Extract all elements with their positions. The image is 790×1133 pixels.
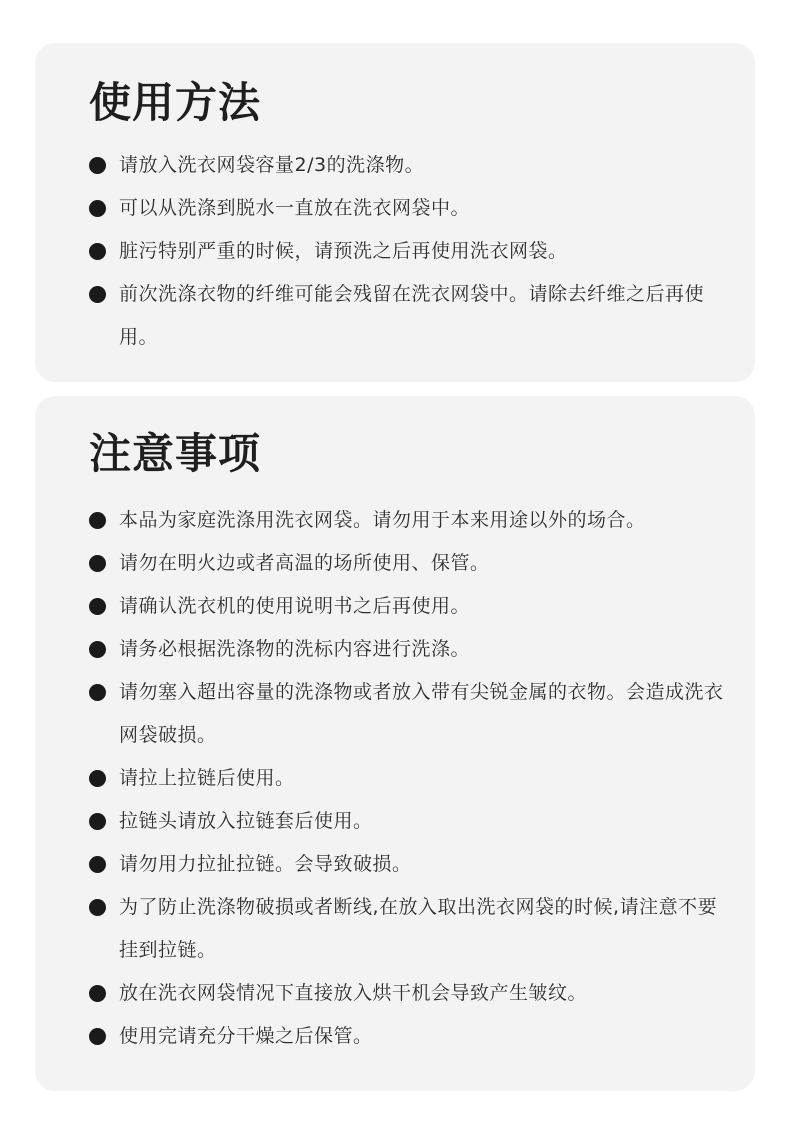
bullet-dot-icon — [89, 856, 106, 873]
list-item — [89, 972, 735, 1015]
list-item-text: 拉链头请放入拉链套后使用。 — [119, 810, 373, 832]
list-item-text: 脏污特别严重的时候，请预洗之后再使用洗衣网袋。 — [119, 240, 568, 262]
bullet-dot-icon — [89, 286, 106, 303]
list-item — [89, 1015, 735, 1058]
list-item-text: 使用完请充分干燥之后保管。 — [119, 1025, 373, 1047]
usage-instructions-card — [35, 43, 755, 382]
list-item-text: 放在洗衣网袋情况下直接放入烘干机会导致产生皱纹。 — [119, 982, 588, 1004]
list-item-text: 本品为家庭洗涤用洗衣网袋。请勿用于本来用途以外的场合。 — [119, 509, 646, 531]
list-item — [89, 144, 735, 187]
list-item — [89, 230, 735, 273]
list-item — [89, 843, 735, 886]
bullet-dot-icon — [89, 985, 106, 1002]
usage-title: 使用方法 — [89, 78, 262, 127]
usage-list — [89, 144, 735, 359]
list-item-text: 为了防止洗涤物破损或者断线,在放入取出洗衣网袋的时候,请注意不要挂到拉链。 — [119, 896, 718, 961]
list-item-text: 请勿在明火边或者高温的场所使用、保管。 — [119, 552, 490, 574]
list-item-text: 请勿用力拉扯拉链。会导致破损。 — [119, 853, 412, 875]
list-item — [89, 671, 735, 757]
bullet-dot-icon — [89, 598, 106, 615]
bullet-dot-icon — [89, 243, 106, 260]
precautions-list — [89, 499, 735, 1058]
bullet-dot-icon — [89, 157, 106, 174]
list-item-text: 前次洗涤衣物的纤维可能会残留在洗衣网袋中。请除去纤维之后再使用。 — [119, 283, 705, 348]
bullet-dot-icon — [89, 813, 106, 830]
list-item — [89, 273, 735, 359]
list-item — [89, 499, 735, 542]
bullet-dot-icon — [89, 555, 106, 572]
list-item — [89, 542, 735, 585]
bullet-dot-icon — [89, 1028, 106, 1045]
list-item — [89, 757, 735, 800]
bullet-dot-icon — [89, 770, 106, 787]
bullet-dot-icon — [89, 641, 106, 658]
list-item — [89, 800, 735, 843]
precautions-title: 注意事项 — [89, 429, 262, 478]
list-item-text: 请确认洗衣机的使用说明书之后再使用。 — [119, 595, 471, 617]
list-item — [89, 886, 735, 972]
list-item-text: 请务必根据洗涤物的洗标内容进行洗涤。 — [119, 638, 471, 660]
list-item — [89, 628, 735, 671]
list-item — [89, 187, 735, 230]
list-item-text: 可以从洗涤到脱水一直放在洗衣网袋中。 — [119, 197, 471, 219]
list-item — [89, 585, 735, 628]
bullet-dot-icon — [89, 899, 106, 916]
list-item-text: 请拉上拉链后使用。 — [119, 767, 295, 789]
list-item-text: 请放入洗衣网袋容量2/3的洗涤物。 — [119, 154, 425, 176]
bullet-dot-icon — [89, 512, 106, 529]
bullet-dot-icon — [89, 684, 106, 701]
list-item-text: 请勿塞入超出容量的洗涤物或者放入带有尖锐金属的衣物。会造成洗衣网袋破损。 — [119, 681, 724, 746]
bullet-dot-icon — [89, 200, 106, 217]
precautions-card — [35, 396, 755, 1091]
